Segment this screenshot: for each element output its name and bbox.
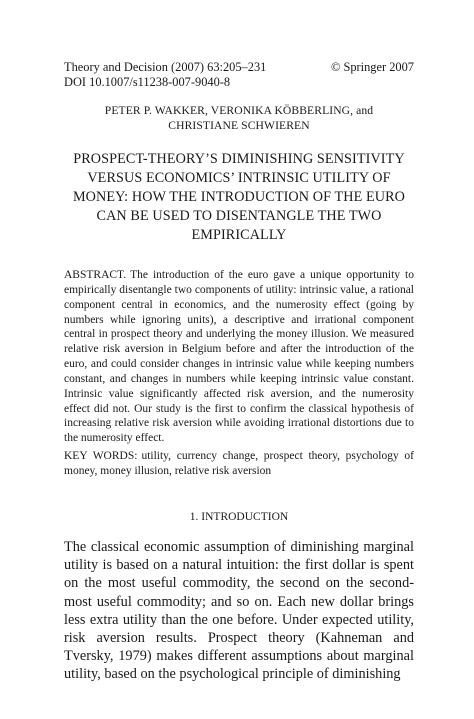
header-row — [64, 60, 414, 75]
author-list — [64, 103, 414, 133]
keywords-label: KEY WORDS: — [64, 450, 138, 462]
journal-citation: Theory and Decision (2007) 63:205–231 — [64, 60, 267, 74]
abstract — [64, 268, 414, 446]
authors-line-1: PETER P. WAKKER, VERONIKA KÖBBERLING, and — [104, 104, 374, 117]
keywords-text: utility, currency change, prospect theory, psychology of money, money illusion, relative risk aversion — [64, 450, 414, 477]
abstract-text: The introduction of the euro gave a unique opportunity to empirically disentangle two components of utility: intrinsic value, a rational component central in economics, and the numerosity effect (going by numbers while ignoring units), a descriptive and irrational component central in prospect theory and underlying the money illusion. We measured relative risk aversion in Belgium before and after the introduction of the euro, and could consider changes in intrinsic value while keeping numbers constant, and changes in numbers while keeping intrinsic value constant. Intrinsic value significantly affected risk aversion, and the numerosity effect did not. Our study is the first to confirm the classical hypothesis of increasing relative risk aversion while avoiding irrational distortions due to the numerosity effect. — [64, 269, 414, 445]
abstract-label: ABSTRACT. — [64, 269, 127, 281]
paper-title: PROSPECT-THEORY’S DIMINISHING SENSITIVITY VERSUS ECONOMICS’ INTRINSIC UTILITY OF MONEY: HOW THE INTRODUCTION OF THE EURO CAN BE USED TO DISENTANGLE THE TWO EMPIRICALLY — [72, 151, 406, 243]
doi: DOI 10.1007/s11238-007-9040-8 — [64, 75, 231, 89]
body-paragraph: The classical economic assumption of diminishing marginal utility is based on a natural intuition: the first dollar is spent on the most useful commodity, the second on the second-most useful commodity; and so on. Each new dollar brings less extra utility than the one before. Under expected utility, risk aversion results. Prospect theory (Kahneman and Tversky, 1979) makes different assumptions about marginal utility, based on the psychological principle of diminishing — [64, 539, 414, 683]
section-heading: 1. INTRODUCTION — [189, 511, 289, 523]
authors-line-2: CHRISTIANE SCHWIEREN — [168, 119, 310, 132]
copyright-notice: © Springer 2007 — [330, 60, 414, 74]
keywords — [64, 449, 414, 479]
article-header — [64, 60, 414, 90]
